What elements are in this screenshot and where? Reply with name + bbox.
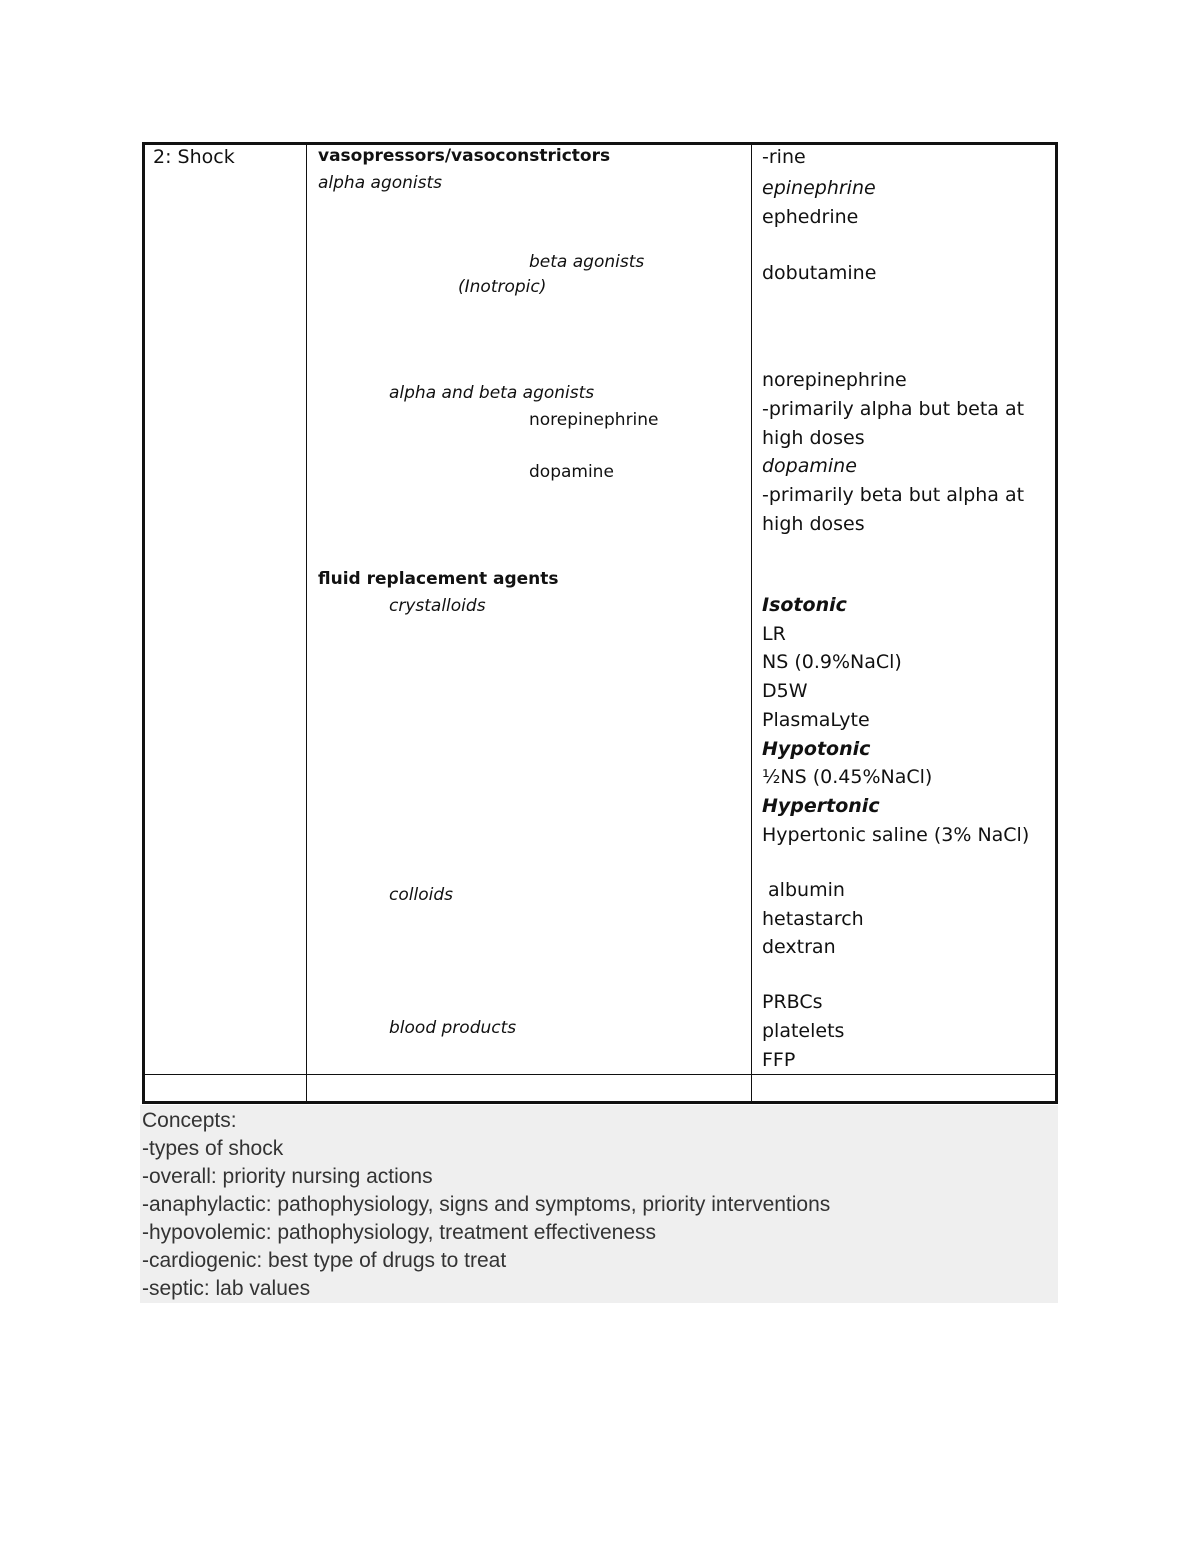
column-divider-1 [306, 142, 307, 1104]
hypertonic-heading: Hypertonic [762, 795, 880, 817]
row-divider [142, 1074, 1058, 1075]
blood-products-label: blood products [389, 1018, 517, 1038]
concepts-section [140, 1105, 1058, 1303]
column-divider-2 [751, 142, 752, 1104]
norepinephrine-note-1: -primarily alpha but beta at [762, 398, 1025, 420]
crystalloids-label: crystalloids [389, 596, 486, 616]
half-ns-item: ½NS (0.45%NaCl) [762, 766, 933, 788]
dopamine-note-1: -primarily beta but alpha at [762, 484, 1025, 506]
dopamine-note-2: high doses [762, 513, 865, 535]
ffp-item: FFP [762, 1049, 796, 1071]
dopamine-item: dopamine [762, 455, 857, 477]
beta-agonists-label: beta agonists [529, 252, 645, 272]
concept-item: -cardiogenic: best type of drugs to treat [142, 1249, 507, 1272]
lr-item: LR [762, 623, 786, 645]
norepinephrine-item: norepinephrine [762, 369, 907, 391]
fluid-replacement-heading: fluid replacement agents [318, 569, 559, 589]
plasmalyte-item: PlasmaLyte [762, 709, 870, 731]
hypertonic-saline-item: Hypertonic saline (3% NaCl) [762, 824, 1030, 846]
rine-suffix: -rine [762, 146, 806, 168]
concept-item: -hypovolemic: pathophysiology, treatment effectiveness [142, 1221, 656, 1244]
inotropic-label: (Inotropic) [458, 277, 547, 297]
ns-item: NS (0.9%NaCl) [762, 651, 902, 673]
table-border-right [1055, 142, 1058, 1104]
epinephrine-item: epinephrine [762, 177, 876, 199]
isotonic-heading: Isotonic [762, 594, 847, 616]
dextran-item: dextran [762, 936, 836, 958]
hetastarch-item: hetastarch [762, 908, 864, 930]
norepinephrine-label: norepinephrine [529, 410, 659, 430]
ephedrine-item: ephedrine [762, 206, 859, 228]
d5w-item: D5W [762, 680, 808, 702]
drug-table [142, 142, 1058, 1104]
alpha-beta-agonists-label: alpha and beta agonists [389, 383, 595, 403]
alpha-agonists-label: alpha agonists [318, 173, 443, 193]
platelets-item: platelets [762, 1020, 845, 1042]
dopamine-label: dopamine [529, 462, 614, 482]
vasopressors-heading: vasopressors/vasoconstrictors [318, 146, 611, 166]
table-border-top [142, 142, 1058, 145]
albumin-item: albumin [762, 879, 845, 901]
concept-item: -anaphylactic: pathophysiology, signs and symptoms, priority interventions [142, 1193, 831, 1216]
prbcs-item: PRBCs [762, 991, 823, 1013]
colloids-label: colloids [389, 885, 453, 905]
concept-item: -overall: priority nursing actions [142, 1165, 433, 1188]
concept-item: -types of shock [142, 1137, 284, 1160]
topic-label: 2: Shock [153, 146, 235, 168]
table-border-bottom [142, 1101, 1058, 1104]
table-border-left [142, 142, 145, 1104]
concepts-heading: Concepts: [142, 1109, 237, 1132]
concept-item: -septic: lab values [142, 1277, 311, 1300]
norepinephrine-note-2: high doses [762, 427, 865, 449]
hypotonic-heading: Hypotonic [762, 738, 871, 760]
dobutamine-item: dobutamine [762, 262, 877, 284]
